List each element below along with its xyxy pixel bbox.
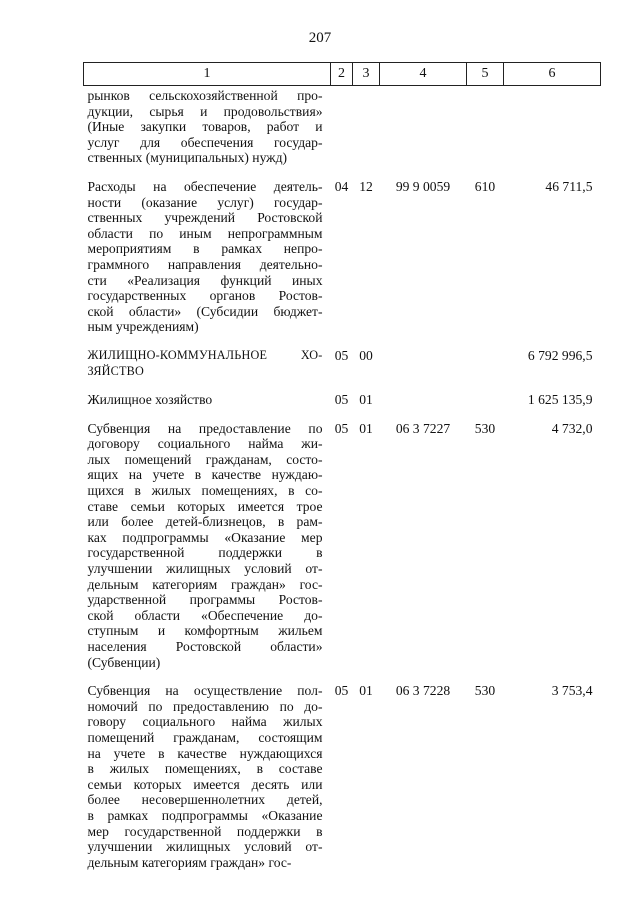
description-line: (Иные закупки товаров, работ и [87,119,323,135]
description-line: договору социального найма жи- [87,436,323,452]
description-line: ЗЯЙСТВО [87,363,144,378]
row-description [84,335,331,379]
description-line: государственных органов Ростов- [87,288,323,304]
description-line: дельным категориям граждан» гос- [87,854,292,870]
row-description [84,86,331,166]
description-line: ках подпрограммы «Оказание мер [87,529,323,545]
subsection-code: 01 [359,683,373,699]
table-row [84,670,601,870]
subsection-code: 01 [359,420,373,436]
description-line: сти «Реализация функций иных [87,272,323,288]
description-line: ставе семьи которых имеется трое [87,498,323,514]
description-line: или более детей-близнецов, в рам- [87,514,323,530]
target-article-code: 06 3 7228 [395,683,451,699]
description-line: мероприятиям в рамках непро- [87,241,323,257]
table-row [84,379,601,408]
description-line: государственной поддержки в [87,545,323,561]
description-line: семьи которых имеется десять или [87,776,323,792]
column-number-header [84,63,601,86]
description-line: ности (оказание услуг) государ- [87,194,323,210]
column-header-2: 2 [331,63,353,86]
description-line: говору социального найма жилых [87,714,323,730]
expense-type-code: 530 [474,683,496,699]
description-line: дукции, сырья и продовольствия» [87,103,323,119]
description-line: ступным и комфортным жильем [87,623,323,639]
table-row [84,335,601,379]
row-description [84,379,331,408]
description-line: более несовершеннолетних детей, [87,792,323,808]
description-line: Жилищное хозяйство [87,392,213,408]
table-row [84,86,601,166]
description-line: рынков сельскохозяйственной про- [87,88,323,103]
target-article-code [380,379,467,408]
row-description [84,408,331,671]
page-number: 207 [308,30,332,46]
section-code: 05 [334,392,349,408]
description-line: помещений гражданам, состоящим [87,729,323,745]
table-row [84,408,601,671]
description-line: ской области «Обеспечение до- [87,607,323,623]
subsection-code [353,86,380,166]
description-line: Субвенция на предоставление по [87,420,323,436]
description-line: граммного направления деятельно- [87,256,323,272]
amount-value [504,86,601,166]
section-code [331,86,353,166]
description-line: ным учреждениям) [87,319,199,335]
amount-value: 4 732,0 [551,420,593,436]
budget-table [83,62,601,870]
description-line: ственных (муниципальных) нужд) [87,150,288,166]
section-code: 05 [334,347,349,363]
expense-type-code [467,335,504,379]
subsection-code: 00 [359,347,373,363]
section-code: 05 [334,420,349,436]
column-header-6: 6 [504,63,601,86]
description-line: Субвенция на осуществление пол- [87,683,323,699]
description-line: Расходы на обеспечение деятель- [87,178,323,194]
column-header-1: 1 [84,63,331,86]
description-line: ской области» (Субсидии бюджет- [87,303,323,319]
section-code: 04 [334,178,349,194]
expense-type-code: 610 [474,178,496,194]
description-line: щихся в жилых помещениях, в со- [87,483,323,499]
target-article-code: 06 3 7227 [395,420,451,436]
row-description [84,670,331,870]
subsection-code: 12 [359,178,373,194]
target-article-code: 99 9 0059 [395,178,451,194]
description-line: номочий по предоставлению по до- [87,698,323,714]
amount-value: 46 711,5 [545,178,593,194]
description-line: ящих на учете в качестве нуждаю- [87,467,323,483]
description-line: улучшении жилищных условий от- [87,561,323,577]
description-line: в жилых помещениях, в составе [87,761,323,777]
description-line: в рамках подпрограммы «Оказание [87,807,323,823]
table-body [84,86,601,871]
expense-type-code [467,86,504,166]
column-header-5: 5 [467,63,504,86]
description-line: улучшении жилищных условий от- [87,839,323,855]
description-line: мер государственной поддержки в [87,823,323,839]
description-line: лых помещений гражданам, состо- [87,451,323,467]
description-line: дельным категориям граждан» гос- [87,576,323,592]
description-line: (Субвенции) [87,654,161,670]
description-line: ственных учреждений Ростовской [87,210,323,226]
amount-value: 1 625 135,9 [527,392,593,408]
section-code: 05 [334,683,349,699]
table-row [84,166,601,335]
target-article-code [380,86,467,166]
description-line: ударственной программы Ростов- [87,592,323,608]
subsection-code: 01 [359,392,373,408]
column-header-3: 3 [353,63,380,86]
row-description [84,166,331,335]
target-article-code [380,335,467,379]
column-header-4: 4 [380,63,467,86]
description-line: области по иным непрограммным [87,225,323,241]
description-line: населения Ростовской области» [87,639,323,654]
description-line: услуг для обеспечения государ- [87,134,323,150]
description-line: ЖИЛИЩНО-КОММУНАЛЬНОЕ ХО- [87,347,323,362]
expense-type-code: 530 [474,420,496,436]
amount-value: 6 792 996,5 [527,347,593,363]
amount-value: 3 753,4 [551,683,593,699]
description-line: на учете в качестве нуждающихся [87,745,323,761]
expense-type-code [467,379,504,408]
